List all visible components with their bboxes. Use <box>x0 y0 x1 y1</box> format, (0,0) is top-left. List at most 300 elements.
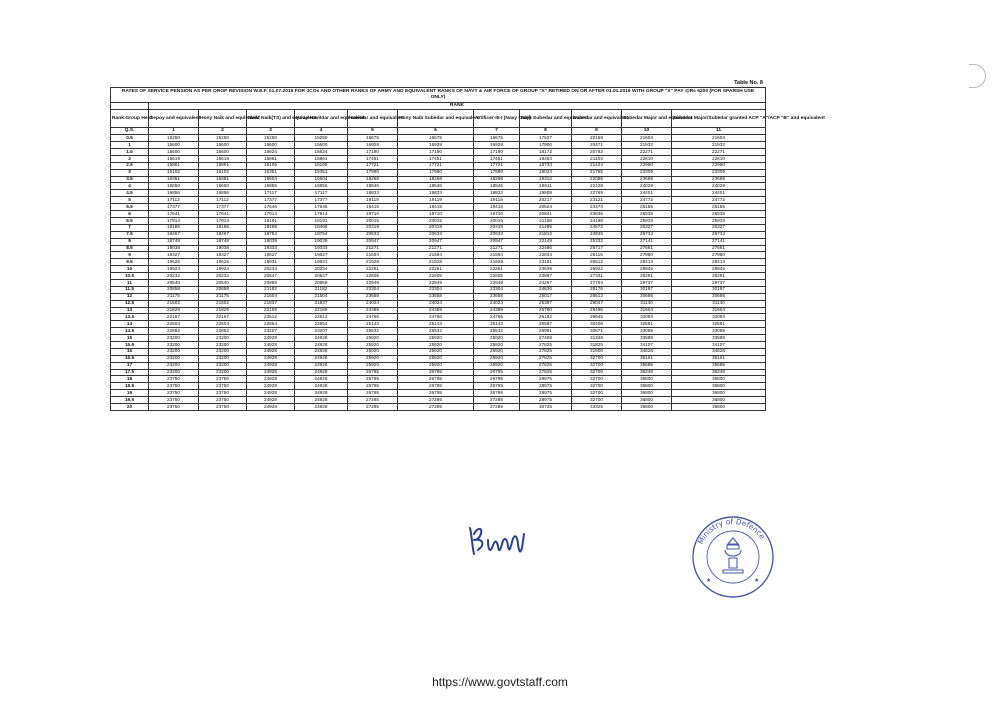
pension-cell: 18268 <box>474 176 520 183</box>
pension-cell: 16856 <box>199 190 247 197</box>
qs-cell: 19 <box>111 390 149 397</box>
pension-cell: 36800 <box>672 397 766 404</box>
pension-cell: 25532 <box>348 328 398 335</box>
pension-cell: 20524 <box>520 204 572 211</box>
qs-cell: 17 <box>111 362 149 369</box>
pension-cell: 20947 <box>348 238 398 245</box>
table-row <box>111 397 766 404</box>
qs-cell: 2.5 <box>111 162 149 169</box>
pension-cell: 17914 <box>149 217 199 224</box>
column-header: Subedar Major and equivalent <box>622 110 672 128</box>
table-row <box>111 197 766 204</box>
pension-cell: 23200 <box>149 362 199 369</box>
pension-cell: 23309 <box>622 169 672 176</box>
pension-cell: 26795 <box>348 390 398 397</box>
pension-cell: 27980 <box>672 252 766 259</box>
pension-cell: 17377 <box>247 197 295 204</box>
qs-cell: 19.5 <box>111 397 149 404</box>
table-row <box>111 204 766 211</box>
pension-cell: 24024 <box>398 300 474 307</box>
pension-cell: 26795 <box>398 390 474 397</box>
qs-cell: 7 <box>111 224 149 231</box>
pension-cell: 36800 <box>622 390 672 397</box>
pension-cell: 32093 <box>672 314 766 321</box>
pension-cell: 23750 <box>149 390 199 397</box>
pension-cell: 31130 <box>622 300 672 307</box>
pension-cell: 19710 <box>398 211 474 218</box>
pension-cell: 24024 <box>474 300 520 307</box>
pension-cell: 26991 <box>520 328 572 335</box>
table-row <box>111 369 766 376</box>
pension-cell: 18833 <box>348 190 398 197</box>
pension-cell: 35696 <box>622 362 672 369</box>
pension-cell: 25920 <box>348 341 398 348</box>
pension-cell: 30197 <box>672 286 766 293</box>
pension-cell: 36800 <box>622 376 672 383</box>
pension-cell: 24928 <box>295 362 348 369</box>
qs-cell: 11.5 <box>111 286 149 293</box>
pension-cell: 17117 <box>247 190 295 197</box>
pension-cell: 33325 <box>572 403 622 410</box>
pension-cell: 27561 <box>672 245 766 252</box>
pension-cell: 28612 <box>572 293 622 300</box>
pension-cell: 18268 <box>348 176 398 183</box>
pension-cell: 25332 <box>572 238 622 245</box>
pension-cell: 19023 <box>520 169 572 176</box>
pension-cell: 24928 <box>247 362 295 369</box>
pension-cell: 17990 <box>398 169 474 176</box>
pension-cell: 20858 <box>199 286 247 293</box>
pension-cell: 24928 <box>247 397 295 404</box>
pension-cell: 21594 <box>398 252 474 259</box>
column-number: 9 <box>572 128 622 135</box>
pension-cell: 36800 <box>672 383 766 390</box>
pension-cell: 18453 <box>520 155 572 162</box>
pension-cell: 25538 <box>672 211 766 218</box>
qs-cell: 1.5 <box>111 149 149 156</box>
pension-cell: 24928 <box>295 390 348 397</box>
pension-cell: 36800 <box>672 403 766 410</box>
pension-cell: 18468 <box>247 224 295 231</box>
handwritten-signature <box>462 514 542 564</box>
qs-cell: 2 <box>111 155 149 162</box>
table-row <box>111 135 766 142</box>
svg-text:★: ★ <box>706 577 712 584</box>
qs-cell: 18.5 <box>111 383 149 390</box>
pension-cell: 26734 <box>622 231 672 238</box>
pension-cell: 24928 <box>247 383 295 390</box>
pension-cell: 20633 <box>474 231 520 238</box>
column-header: Sepoy and equivalent <box>149 110 199 128</box>
pension-cell: 25717 <box>572 245 622 252</box>
pension-cell: 26734 <box>672 231 766 238</box>
pension-cell: 35161 <box>622 355 672 362</box>
pension-cell: 27408 <box>520 335 572 342</box>
pension-cell: 35696 <box>672 362 766 369</box>
pension-cell: 28413 <box>672 259 766 266</box>
pension-cell: 24928 <box>247 403 295 410</box>
pension-cell: 15861 <box>149 162 199 169</box>
pension-cell: 22086 <box>572 176 622 183</box>
pension-cell: 23658 <box>474 293 520 300</box>
pension-cell: 18754 <box>295 231 348 238</box>
pension-cell: 32700 <box>572 369 622 376</box>
table-row <box>111 314 766 321</box>
pension-cell: 16351 <box>247 169 295 176</box>
pension-cell: 16351 <box>295 169 348 176</box>
pension-cell: 17990 <box>348 169 398 176</box>
pension-cell: 15250 <box>295 135 348 142</box>
pension-cell: 34626 <box>622 348 672 355</box>
pension-cell: 27285 <box>398 397 474 404</box>
pension-cell: 21271 <box>398 245 474 252</box>
column-header: Hony Naib Subedar and equivalent <box>398 110 474 128</box>
pension-cell: 24401 <box>672 190 766 197</box>
pension-cell: 23200 <box>199 362 247 369</box>
pension-cell: 26795 <box>474 376 520 383</box>
table-row <box>111 169 766 176</box>
pension-cell: 21604 <box>672 135 766 142</box>
pension-cell: 18754 <box>247 231 295 238</box>
column-number: 5 <box>348 128 398 135</box>
pension-cell: 22605 <box>348 273 398 280</box>
pension-cell: 16604 <box>247 176 295 183</box>
pension-cell: 34107 <box>622 341 672 348</box>
pension-cell: 25933 <box>672 217 766 224</box>
pension-cell: 23669 <box>622 176 672 183</box>
pension-cell: 29945 <box>572 314 622 321</box>
pension-cell: 23750 <box>199 403 247 410</box>
footer-url[interactable]: https://www.govtstaff.com <box>432 675 568 689</box>
pension-cell: 19415 <box>474 204 520 211</box>
pension-cell: 15600 <box>247 142 295 149</box>
pension-cell: 24928 <box>247 341 295 348</box>
pension-cell: 19038 <box>149 245 199 252</box>
pension-cell: 18468 <box>295 224 348 231</box>
pension-cell: 22854 <box>295 321 348 328</box>
pension-cell: 17721 <box>474 162 520 169</box>
pension-cell: 25155 <box>622 204 672 211</box>
pension-cell: 24766 <box>348 314 398 321</box>
table-row <box>111 293 766 300</box>
pension-cell: 17990 <box>474 169 520 176</box>
pension-cell: 25920 <box>398 348 474 355</box>
qs-header: Q.S. <box>111 128 149 135</box>
table-row <box>111 162 766 169</box>
pension-cell: 25143 <box>398 321 474 328</box>
pension-cell: 25920 <box>474 335 520 342</box>
pension-cell: 28975 <box>520 383 572 390</box>
column-header: Hony Naik and equivalent <box>199 110 247 128</box>
pension-cell: 25143 <box>348 321 398 328</box>
table-title: RATES OF SERVICE PENSION AS PER OROP REVISION W.E.F. 01.07.2019 FOR JCOs AND OTHER RANKS OF ARMY AND EQUIVALENT RANKS OF NAVY & AIR FORCE OF GROUP "X" RETIRED ON OR AFTER 01.01.2016 WITH GROUP "X" PAY @Rs 6200 (FOR SPARSH USE ONLY) <box>111 88 766 103</box>
pension-cell: 20015 <box>474 217 520 224</box>
pension-cell: 26327 <box>672 224 766 231</box>
pension-cell: 15624 <box>295 149 348 156</box>
pension-cell: 19039 <box>247 238 295 245</box>
pension-cell: 25790 <box>520 307 572 314</box>
pension-cell: 16106 <box>247 162 295 169</box>
pension-cell: 17641 <box>199 211 247 218</box>
pension-cell: 20859 <box>247 279 295 286</box>
pension-cell: 29496 <box>572 307 622 314</box>
pension-cell: 20159 <box>572 135 622 142</box>
pension-cell: 25920 <box>398 355 474 362</box>
table-row <box>111 403 766 410</box>
pension-cell: 26512 <box>572 259 622 266</box>
pension-cell: 19039 <box>295 238 348 245</box>
pension-cell: 17900 <box>520 142 572 149</box>
pension-cell: 15600 <box>295 142 348 149</box>
pension-cell: 24389 <box>398 307 474 314</box>
pension-cell: 17721 <box>398 162 474 169</box>
column-header: Hony Havildar and equivalent <box>295 110 348 128</box>
pension-cell: 23309 <box>672 169 766 176</box>
pension-cell: 19710 <box>348 211 398 218</box>
pension-cell: 19627 <box>295 252 348 259</box>
pension-cell: 15600 <box>149 142 199 149</box>
pension-cell: 25920 <box>398 341 474 348</box>
pension-cell: 21175 <box>199 293 247 300</box>
pension-cell: 25920 <box>474 341 520 348</box>
pension-cell: 26795 <box>398 369 474 376</box>
pension-cell: 23750 <box>199 397 247 404</box>
pension-cell: 31825 <box>572 341 622 348</box>
pension-cell: 30408 <box>572 321 622 328</box>
pension-cell: 22167 <box>149 314 199 321</box>
pension-cell: 22261 <box>348 266 398 273</box>
pension-cell: 15600 <box>199 142 247 149</box>
pension-cell: 22261 <box>398 266 474 273</box>
pension-cell: 24928 <box>295 335 348 342</box>
qs-cell: 12.5 <box>111 300 149 307</box>
pension-cell: 19627 <box>247 252 295 259</box>
pension-cell: 22834 <box>520 252 572 259</box>
pension-cell: 21829 <box>199 307 247 314</box>
pension-cell: 16650 <box>199 183 247 190</box>
pension-cell: 25155 <box>672 204 766 211</box>
column-number: 7 <box>474 128 520 135</box>
pension-cell: 27285 <box>398 403 474 410</box>
table-row <box>111 266 766 273</box>
pension-cell: 21182 <box>295 286 348 293</box>
pension-cell: 15861 <box>247 155 295 162</box>
table-row <box>111 279 766 286</box>
pension-cell: 21755 <box>572 169 622 176</box>
pension-cell: 22949 <box>398 279 474 286</box>
pension-cell: 31130 <box>672 300 766 307</box>
pension-cell: 18172 <box>520 149 572 156</box>
qs-cell: 3.5 <box>111 176 149 183</box>
pension-cell: 22169 <box>295 307 348 314</box>
qs-cell: 6 <box>111 211 149 218</box>
pension-cell: 32700 <box>572 397 622 404</box>
table-row <box>111 362 766 369</box>
pension-cell: 23200 <box>149 341 199 348</box>
pension-cell: 20859 <box>295 279 348 286</box>
pension-cell: 20234 <box>247 266 295 273</box>
pension-cell: 21504 <box>247 293 295 300</box>
pension-cell: 24389 <box>474 307 520 314</box>
pension-cell: 22960 <box>672 162 766 169</box>
pension-cell: 29737 <box>622 279 672 286</box>
pension-cell: 25920 <box>474 348 520 355</box>
pension-cell: 23207 <box>295 328 348 335</box>
table-row <box>111 286 766 293</box>
pension-cell: 17641 <box>149 211 199 218</box>
pension-cell: 22504 <box>199 321 247 328</box>
pension-cell: 18467 <box>149 231 199 238</box>
pension-cell: 22271 <box>622 149 672 156</box>
pension-cell: 19611 <box>520 183 572 190</box>
pension-cell: 28176 <box>572 286 622 293</box>
pension-cell: 19038 <box>199 245 247 252</box>
pension-cell: 23750 <box>149 376 199 383</box>
table-body <box>111 135 766 411</box>
pension-cell: 33085 <box>672 328 766 335</box>
pension-cell: 22854 <box>247 321 295 328</box>
pension-cell: 19415 <box>398 204 474 211</box>
pension-cell: 15600 <box>149 149 199 156</box>
svg-text:★: ★ <box>754 577 760 584</box>
pension-cell: 24928 <box>247 355 295 362</box>
pension-cell: 20547 <box>295 273 348 280</box>
pension-cell: 22261 <box>474 266 520 273</box>
pension-cell: 20217 <box>520 197 572 204</box>
pension-cell: 23750 <box>199 390 247 397</box>
pension-cell: 25532 <box>398 328 474 335</box>
pension-cell: 32581 <box>672 321 766 328</box>
pension-cell: 24928 <box>247 348 295 355</box>
pension-cell: 16675 <box>474 135 520 142</box>
pension-cell: 36800 <box>622 397 672 404</box>
pension-cell: 26795 <box>348 376 398 383</box>
pension-cell: 16102 <box>149 169 199 176</box>
pension-cell: 21932 <box>622 142 672 149</box>
pension-cell: 23658 <box>398 293 474 300</box>
pension-cell: 27285 <box>474 403 520 410</box>
pension-cell: 34626 <box>672 348 766 355</box>
pension-cell: 17377 <box>295 197 348 204</box>
pension-cell: 25017 <box>520 293 572 300</box>
pension-cell: 17914 <box>295 211 348 218</box>
pension-cell: 30871 <box>572 328 622 335</box>
table-row <box>111 155 766 162</box>
pension-cell: 22486 <box>520 245 572 252</box>
pension-cell: 19626 <box>149 259 199 266</box>
pension-cell: 26795 <box>474 383 520 390</box>
pension-cell: 19626 <box>199 259 247 266</box>
pension-cell: 24029 <box>672 183 766 190</box>
table-row <box>111 190 766 197</box>
qs-cell: 17.5 <box>111 369 149 376</box>
qs-cell: 12 <box>111 293 149 300</box>
table-row <box>111 238 766 245</box>
pension-cell: 22852 <box>199 328 247 335</box>
table-row <box>111 300 766 307</box>
pension-cell: 35161 <box>672 355 766 362</box>
qs-cell: 8 <box>111 238 149 245</box>
pension-cell: 24636 <box>520 286 572 293</box>
pension-cell: 30725 <box>520 403 572 410</box>
pension-cell: 32700 <box>572 390 622 397</box>
table-row <box>111 321 766 328</box>
qs-cell: 14 <box>111 321 149 328</box>
pension-cell: 19415 <box>348 204 398 211</box>
pension-cell: 19924 <box>149 266 199 273</box>
pension-cell: 27141 <box>622 238 672 245</box>
column-number: 1 <box>149 128 199 135</box>
pension-cell: 24389 <box>348 307 398 314</box>
pension-cell: 24928 <box>247 390 295 397</box>
qs-cell: 14.5 <box>111 328 149 335</box>
table-row <box>111 376 766 383</box>
pension-cell: 25397 <box>520 300 572 307</box>
pension-cell: 32700 <box>572 383 622 390</box>
pension-cell: 20858 <box>149 286 199 293</box>
pension-cell: 19710 <box>474 211 520 218</box>
pension-cell: 22271 <box>672 149 766 156</box>
pension-cell: 27561 <box>622 245 672 252</box>
qs-cell: 1 <box>111 142 149 149</box>
pension-cell: 20319 <box>348 224 398 231</box>
pension-cell: 25143 <box>474 321 520 328</box>
pension-cell: 17377 <box>149 204 199 211</box>
pension-cell: 17377 <box>199 204 247 211</box>
pension-cell: 20471 <box>572 142 622 149</box>
pension-cell: 24928 <box>295 341 348 348</box>
qs-cell: 4.5 <box>111 190 149 197</box>
pension-cell: 24267 <box>520 279 572 286</box>
pension-cell: 23750 <box>149 383 199 390</box>
pension-cell: 22852 <box>149 328 199 335</box>
pension-cell: 26795 <box>348 383 398 390</box>
table-row <box>111 335 766 342</box>
pension-cell: 32700 <box>572 376 622 383</box>
pension-cell: 16928 <box>348 142 398 149</box>
pension-cell: 22949 <box>348 279 398 286</box>
pension-cell: 22504 <box>149 321 199 328</box>
pension-cell: 23207 <box>247 328 295 335</box>
pension-cell: 22610 <box>672 155 766 162</box>
pension-cell: 17451 <box>474 155 520 162</box>
pension-cell: 24772 <box>622 197 672 204</box>
pension-cell: 21485 <box>520 224 572 231</box>
pension-cell: 22960 <box>622 162 672 169</box>
pension-cell: 24772 <box>672 197 766 204</box>
pension-cell: 17190 <box>348 149 398 156</box>
column-header: Artificer-III-I (Navy Only) <box>474 110 520 128</box>
pension-cell: 17112 <box>199 197 247 204</box>
pension-cell: 21502 <box>149 300 199 307</box>
pension-cell: 23539 <box>520 266 572 273</box>
pension-cell: 30197 <box>622 286 672 293</box>
pension-cell: 22169 <box>247 307 295 314</box>
qs-cell: 16 <box>111 348 149 355</box>
column-header: Naib Subedar and equivalent <box>520 110 572 128</box>
pension-cell: 21837 <box>295 300 348 307</box>
column-number: 3 <box>247 128 295 135</box>
pension-cell: 21182 <box>247 286 295 293</box>
table-row <box>111 273 766 280</box>
pension-cell: 17117 <box>295 190 348 197</box>
pension-cell: 20633 <box>398 231 474 238</box>
pension-cell: 22428 <box>572 183 622 190</box>
pension-cell: 24928 <box>247 376 295 383</box>
pension-cell: 21928 <box>474 259 520 266</box>
pension-cell: 20015 <box>398 217 474 224</box>
qs-cell: 11 <box>111 279 149 286</box>
